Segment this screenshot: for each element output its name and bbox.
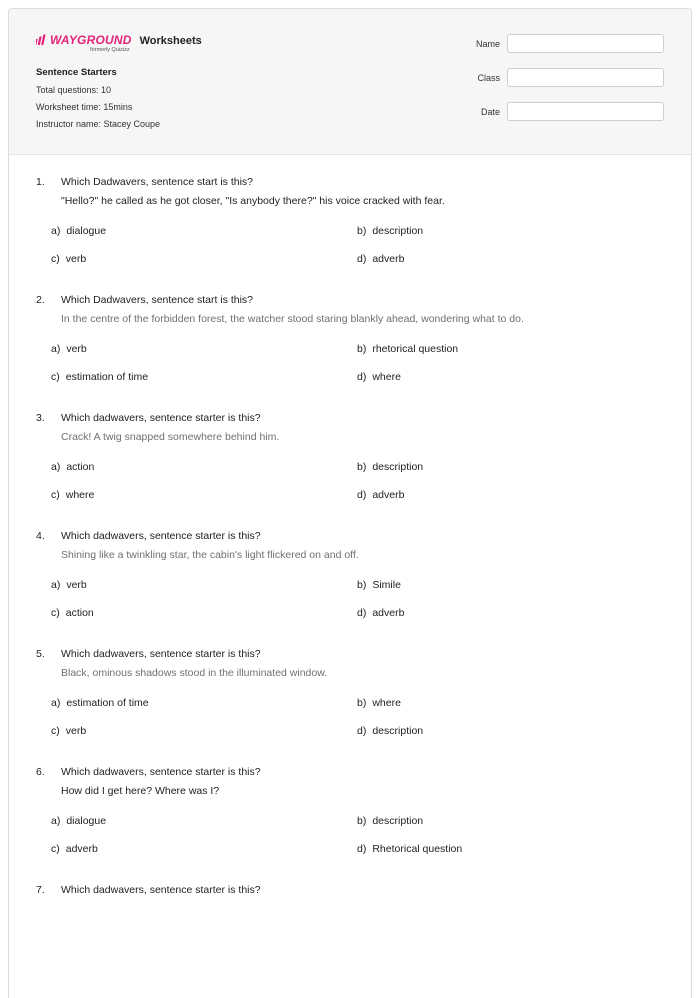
brand-logo bbox=[36, 33, 132, 53]
worksheet-page bbox=[8, 8, 692, 998]
option-text: adverb bbox=[372, 253, 405, 265]
question-7 bbox=[36, 883, 671, 898]
option-text: description bbox=[372, 461, 424, 473]
question-passage: Black, ominous shadows stood in the illuminated window. bbox=[61, 667, 328, 679]
option-text: action bbox=[66, 461, 95, 473]
option-c[interactable] bbox=[51, 488, 357, 503]
answer-options bbox=[51, 696, 671, 739]
answer-options bbox=[51, 460, 671, 503]
question-3 bbox=[36, 411, 671, 503]
question-2 bbox=[36, 293, 671, 385]
date-label: Date bbox=[480, 106, 500, 117]
option-a[interactable] bbox=[51, 224, 357, 239]
question-head bbox=[36, 411, 671, 445]
question-list bbox=[9, 155, 691, 898]
option-letter: a) bbox=[51, 815, 61, 827]
option-d[interactable] bbox=[357, 370, 671, 385]
question-4 bbox=[36, 529, 671, 621]
option-letter: c) bbox=[51, 725, 60, 737]
question-body bbox=[61, 883, 671, 898]
option-a[interactable] bbox=[51, 814, 357, 829]
option-b[interactable] bbox=[357, 696, 671, 711]
option-d[interactable] bbox=[357, 606, 671, 621]
logo-text: WAYGROUND bbox=[50, 33, 132, 47]
option-text: verb bbox=[65, 253, 87, 265]
class-label: Class bbox=[477, 72, 500, 83]
option-letter: b) bbox=[357, 343, 367, 355]
option-b[interactable] bbox=[357, 224, 671, 239]
question-5 bbox=[36, 647, 671, 739]
option-text: adverb bbox=[65, 843, 98, 855]
option-a[interactable] bbox=[51, 696, 357, 711]
question-body bbox=[61, 765, 671, 799]
question-prompt: Which dadwavers, sentence starter is this? bbox=[61, 530, 261, 542]
option-text: verb bbox=[65, 725, 87, 737]
date-input[interactable] bbox=[507, 102, 664, 121]
question-number: 2. bbox=[36, 294, 45, 306]
option-d[interactable] bbox=[357, 842, 671, 857]
question-body bbox=[61, 411, 671, 445]
question-number: 6. bbox=[36, 766, 45, 778]
answer-options bbox=[51, 224, 671, 267]
option-letter: c) bbox=[51, 607, 60, 619]
option-d[interactable] bbox=[357, 724, 671, 739]
name-input[interactable] bbox=[507, 34, 664, 53]
option-text: dialogue bbox=[66, 815, 107, 827]
question-head bbox=[36, 765, 671, 799]
question-passage: How did I get here? Where was I? bbox=[61, 785, 220, 797]
option-a[interactable] bbox=[51, 578, 357, 593]
question-prompt: Which Dadwavers, sentence start is this? bbox=[61, 176, 253, 188]
question-number: 7. bbox=[36, 884, 45, 896]
answer-options bbox=[51, 814, 671, 857]
option-text: Rhetorical question bbox=[372, 843, 463, 855]
option-text: where bbox=[65, 489, 95, 501]
option-text: where bbox=[372, 697, 401, 709]
option-letter: a) bbox=[51, 579, 61, 591]
option-d[interactable] bbox=[357, 252, 671, 267]
option-letter: a) bbox=[51, 461, 61, 473]
option-letter: d) bbox=[357, 725, 367, 737]
worksheet-title: Sentence Starters bbox=[36, 67, 117, 78]
question-prompt: Which dadwavers, sentence starter is this? bbox=[61, 766, 261, 778]
option-c[interactable] bbox=[51, 606, 357, 621]
option-letter: a) bbox=[51, 343, 61, 355]
question-head bbox=[36, 293, 671, 327]
option-text: description bbox=[372, 815, 424, 827]
option-c[interactable] bbox=[51, 370, 357, 385]
name-label: Name bbox=[475, 38, 500, 49]
option-text: rhetorical question bbox=[372, 343, 459, 355]
option-letter: b) bbox=[357, 579, 367, 591]
option-text: estimation of time bbox=[66, 697, 149, 709]
option-text: adverb bbox=[372, 607, 405, 619]
option-letter: c) bbox=[51, 489, 60, 501]
logo-row bbox=[36, 33, 132, 47]
question-number: 1. bbox=[36, 176, 45, 188]
worksheet-time: Worksheet time: 15mins bbox=[36, 102, 133, 112]
option-a[interactable] bbox=[51, 460, 357, 475]
question-6 bbox=[36, 765, 671, 857]
option-c[interactable] bbox=[51, 724, 357, 739]
answer-options bbox=[51, 342, 671, 385]
total-questions: Total questions: 10 bbox=[36, 85, 112, 95]
option-text: Simile bbox=[372, 579, 401, 591]
option-letter: d) bbox=[357, 607, 367, 619]
question-head bbox=[36, 529, 671, 563]
option-letter: b) bbox=[357, 815, 367, 827]
option-b[interactable] bbox=[357, 578, 671, 593]
option-letter: c) bbox=[51, 371, 60, 383]
option-letter: a) bbox=[51, 225, 61, 237]
worksheet-meta bbox=[36, 67, 160, 136]
question-head bbox=[36, 647, 671, 681]
option-letter: d) bbox=[357, 489, 367, 501]
option-b[interactable] bbox=[357, 342, 671, 357]
wayground-logo-icon bbox=[36, 34, 48, 46]
date-field-row bbox=[476, 102, 664, 121]
question-body bbox=[61, 175, 671, 209]
option-letter: d) bbox=[357, 843, 367, 855]
answer-options bbox=[51, 578, 671, 621]
option-text: where bbox=[372, 371, 401, 383]
option-a[interactable] bbox=[51, 342, 357, 357]
worksheet-header bbox=[9, 9, 691, 155]
option-text: verb bbox=[66, 579, 87, 591]
class-input[interactable] bbox=[507, 68, 664, 87]
question-passage: Shining like a twinkling star, the cabin's light flickered on and off. bbox=[61, 549, 359, 561]
question-number: 4. bbox=[36, 530, 45, 542]
option-letter: b) bbox=[357, 461, 367, 473]
brand bbox=[36, 33, 202, 53]
question-head bbox=[36, 175, 671, 209]
option-c[interactable] bbox=[51, 252, 357, 267]
option-b[interactable] bbox=[357, 460, 671, 475]
logo-subtext: formerly Quizizz bbox=[90, 47, 130, 53]
option-b[interactable] bbox=[357, 814, 671, 829]
option-text: estimation of time bbox=[65, 371, 149, 383]
option-letter: a) bbox=[51, 697, 61, 709]
option-d[interactable] bbox=[357, 488, 671, 503]
question-number: 5. bbox=[36, 648, 45, 660]
product-name: Worksheets bbox=[139, 35, 202, 47]
class-field-row bbox=[476, 68, 664, 87]
question-body bbox=[61, 293, 671, 327]
option-letter: b) bbox=[357, 225, 367, 237]
question-passage: "Hello?" he called as he got closer, "Is anybody there?" his voice cracked with fear. bbox=[61, 195, 445, 207]
option-text: description bbox=[372, 725, 424, 737]
question-passage: In the centre of the forbidden forest, the watcher stood staring blankly ahead, wondering what to do. bbox=[61, 313, 524, 325]
question-prompt: Which dadwavers, sentence starter is this? bbox=[61, 648, 261, 660]
name-field-row bbox=[476, 34, 664, 53]
option-text: description bbox=[372, 225, 424, 237]
option-text: adverb bbox=[372, 489, 405, 501]
option-letter: b) bbox=[357, 697, 367, 709]
question-head bbox=[36, 883, 671, 898]
question-passage: Crack! A twig snapped somewhere behind him. bbox=[61, 431, 280, 443]
option-text: dialogue bbox=[66, 225, 107, 237]
question-body bbox=[61, 529, 671, 563]
option-text: action bbox=[65, 607, 94, 619]
option-letter: c) bbox=[51, 843, 60, 855]
option-c[interactable] bbox=[51, 842, 357, 857]
question-prompt: Which Dadwavers, sentence start is this? bbox=[61, 294, 253, 306]
option-letter: d) bbox=[357, 371, 367, 383]
question-number: 3. bbox=[36, 412, 45, 424]
question-prompt: Which dadwavers, sentence starter is this? bbox=[61, 884, 261, 896]
question-prompt: Which dadwavers, sentence starter is this? bbox=[61, 412, 261, 424]
option-text: verb bbox=[66, 343, 87, 355]
student-fields bbox=[476, 34, 664, 136]
instructor-name: Instructor name: Stacey Coupe bbox=[36, 119, 161, 129]
question-1 bbox=[36, 175, 671, 267]
question-body bbox=[61, 647, 671, 681]
option-letter: c) bbox=[51, 253, 60, 265]
option-letter: d) bbox=[357, 253, 367, 265]
